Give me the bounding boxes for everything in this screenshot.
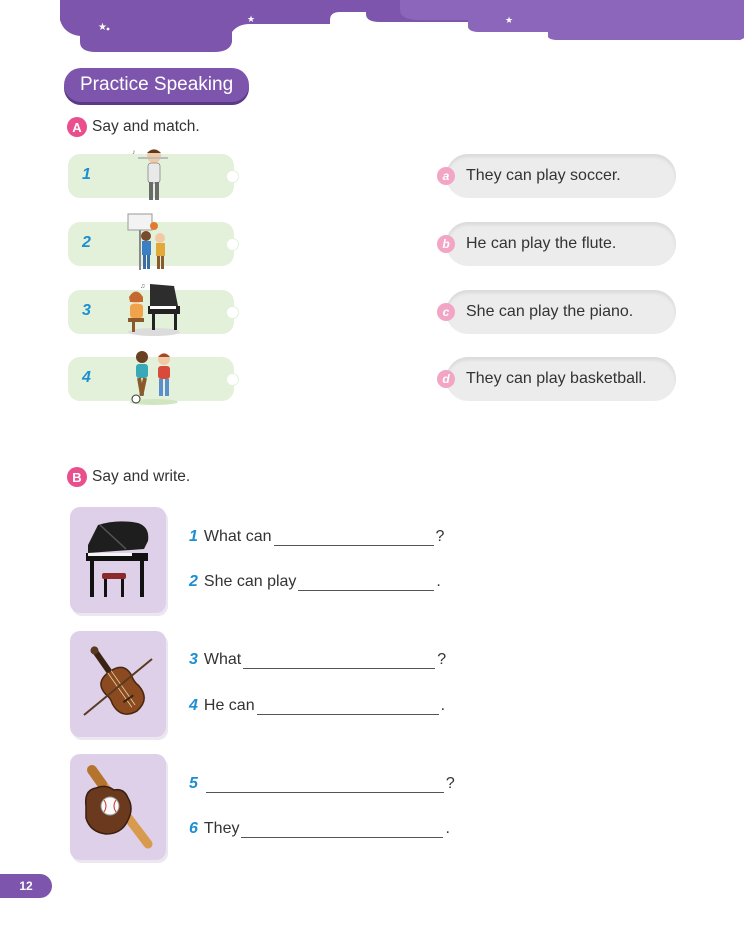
question-number: 3 <box>189 651 198 668</box>
answer-blank[interactable] <box>298 574 434 591</box>
question-suffix: . <box>440 697 446 714</box>
question-suffix: . <box>445 820 450 837</box>
section-b-instruction: Say and write. <box>92 468 191 485</box>
question-6 <box>189 820 450 838</box>
section-a-letter: A <box>67 117 87 137</box>
sentence-text: They can play soccer. <box>466 167 621 184</box>
svg-text:★: ★ <box>247 14 256 24</box>
question-1 <box>189 528 444 546</box>
header-cloud-banner <box>0 0 744 60</box>
answer-blank[interactable] <box>206 776 444 793</box>
question-prefix: He can <box>203 697 255 714</box>
question-number: 6 <box>189 820 198 837</box>
match-dot[interactable] <box>226 306 239 319</box>
match-sentence-c[interactable] <box>442 290 676 334</box>
match-sentence-b[interactable] <box>442 222 676 266</box>
answer-blank[interactable] <box>243 652 435 669</box>
sentence-letter: a <box>437 167 455 185</box>
sentence-text: He can play the flute. <box>466 235 617 252</box>
question-4 <box>189 697 445 715</box>
question-suffix: ? <box>445 775 455 792</box>
svg-text:♪: ♪ <box>132 149 136 156</box>
match-dot[interactable] <box>226 170 239 183</box>
question-number: 5 <box>189 775 198 792</box>
sentence-letter: b <box>437 235 455 253</box>
violin-icon <box>78 639 158 729</box>
match-item-number: 4 <box>82 369 91 386</box>
question-2 <box>189 573 441 591</box>
question-number: 1 <box>189 528 198 545</box>
svg-text:★: ★ <box>98 22 107 33</box>
basketball-players-icon <box>124 212 184 274</box>
baseball-glove-icon <box>78 762 158 852</box>
match-item-1[interactable] <box>68 149 234 198</box>
sentence-text: They can play basketball. <box>466 370 647 387</box>
section-a-instruction: Say and match. <box>92 118 200 135</box>
sentence-letter: c <box>437 303 455 321</box>
section-a-heading <box>67 117 200 137</box>
match-item-number: 3 <box>82 302 91 319</box>
piano-player-icon <box>124 280 184 340</box>
answer-blank[interactable] <box>241 821 443 838</box>
grand-piano-icon <box>78 515 158 605</box>
match-item-3[interactable] <box>68 283 234 334</box>
match-dot[interactable] <box>226 238 239 251</box>
section-b-letter: B <box>67 467 87 487</box>
match-item-2[interactable] <box>68 222 234 266</box>
soccer-players-icon <box>124 347 184 407</box>
question-prefix: They <box>203 820 240 837</box>
match-sentence-a[interactable] <box>442 154 676 198</box>
sentence-text: She can play the piano. <box>466 303 634 320</box>
match-item-number: 2 <box>82 234 91 251</box>
answer-blank[interactable] <box>274 529 434 546</box>
page-number: 12 <box>0 874 52 898</box>
question-suffix: ? <box>435 528 445 545</box>
question-prefix: She can play <box>203 573 297 590</box>
question-suffix: ? <box>437 651 447 668</box>
flute-player-icon <box>124 144 184 204</box>
question-suffix: . <box>436 573 441 590</box>
match-dot[interactable] <box>226 373 239 386</box>
match-item-number: 1 <box>82 166 91 183</box>
picture-violin <box>70 631 166 737</box>
sentence-letter: d <box>437 370 455 388</box>
match-sentence-d[interactable] <box>442 357 676 401</box>
page-title: Practice Speaking <box>64 68 249 102</box>
question-number: 2 <box>189 573 198 590</box>
answer-blank[interactable] <box>257 698 439 715</box>
question-prefix: What can <box>203 528 272 545</box>
svg-text:♫: ♫ <box>140 283 146 290</box>
match-item-4[interactable] <box>68 357 234 401</box>
picture-grand-piano <box>70 507 166 613</box>
question-3 <box>189 651 446 669</box>
svg-text:★: ★ <box>505 15 514 25</box>
section-b-heading <box>67 467 190 487</box>
picture-baseball <box>70 754 166 860</box>
question-number: 4 <box>189 697 198 714</box>
question-prefix: What <box>203 651 242 668</box>
question-5 <box>189 775 455 793</box>
